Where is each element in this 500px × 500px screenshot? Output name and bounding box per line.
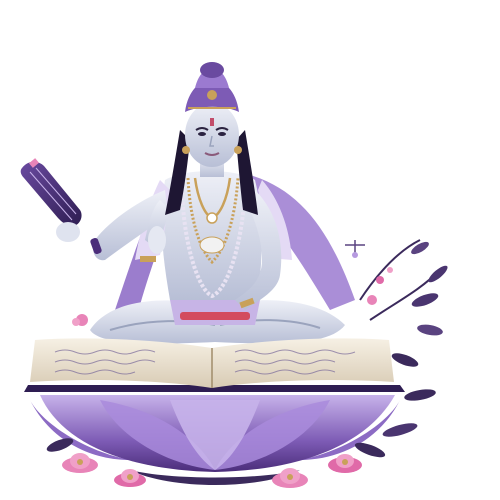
face xyxy=(185,103,239,167)
instrument xyxy=(21,158,82,226)
pink-flower-left xyxy=(72,314,88,326)
crown xyxy=(185,62,239,112)
open-book xyxy=(24,338,405,392)
